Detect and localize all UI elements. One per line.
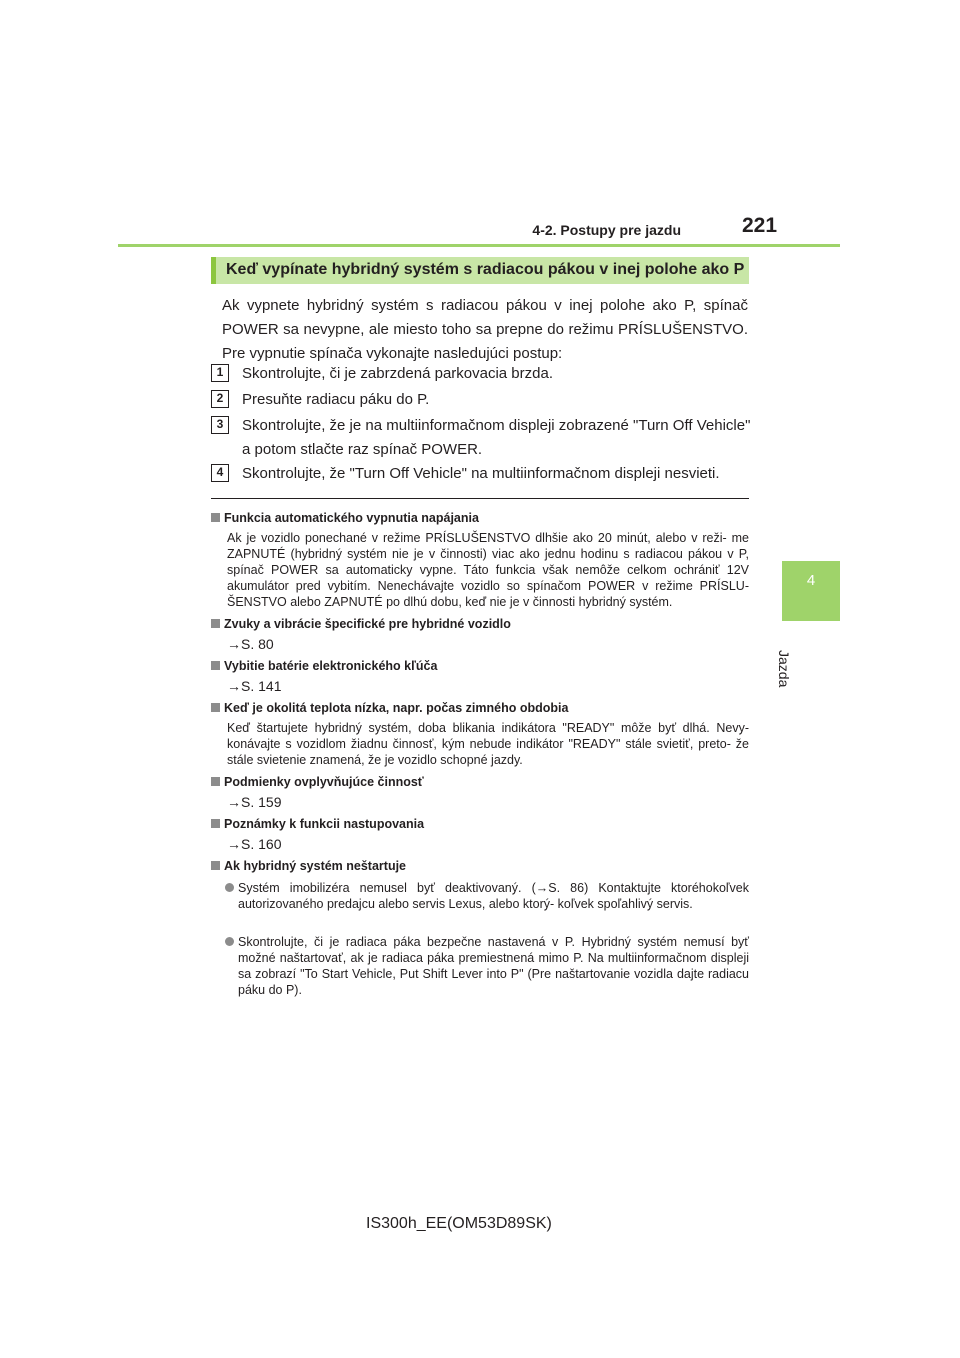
topic-title: Keď vypínate hybridný systém s radiacou pákou v inej polohe ako P (226, 261, 745, 278)
note-heading: Podmienky ovplyvňujúce činnosť (211, 775, 424, 789)
note-heading: Poznámky k funkcii nastupovania (211, 817, 424, 831)
square-bullet-icon (211, 513, 220, 522)
step-number: 2 (211, 390, 229, 408)
note-body: Ak je vozidlo ponechané v režime PRÍSLUŠENSTVO dlhšie ako 20 minút, alebo v reži- me ZAPNUTÉ (hybridný systém nie je v činnosti) viac ako jednu hodinu s radiacou pákou v P, spínač POWER sa automaticky vypne. Táto funkcia však nemôže celkom ochrániť 12V akumulátor pred vybitím. Nenechávajte vozidlo so spínačom POWER v režime PRÍSLU- ŠENSTVO alebo ZAPNUTÉ po dlhú dobu, keď nie je v činnosti hybridný systém. (227, 531, 749, 609)
section-divider (211, 498, 749, 499)
step (211, 414, 751, 462)
chapter-number: 4 (806, 572, 816, 589)
square-bullet-icon (211, 819, 220, 828)
square-bullet-icon (211, 619, 220, 628)
step-number: 4 (211, 464, 229, 482)
note-heading: Keď je okolitá teplota nízka, napr. počas zimného obdobia (211, 701, 568, 715)
step-text: Presuňte radiacu páku do P. (242, 391, 430, 408)
page-reference[interactable]: →S. 141 (227, 678, 282, 694)
step-number: 3 (211, 416, 229, 434)
square-bullet-icon (211, 777, 220, 786)
page-number: 221 (742, 214, 778, 237)
topic-title-bar (211, 257, 749, 284)
chapter-label: Jazda (776, 650, 792, 688)
step-text: Skontrolujte, že je na multiinformačnom displeji zobrazené "Turn Off Vehicle" a potom stlačte raz spínač POWER. (242, 417, 751, 458)
note-body: Keď štartujete hybridný systém, doba blikania indikátora "READY" môže byť dlhá. Nevy- konávajte s vozidlom žiadnu činnosť, kým nebude indikátor "READY" stále svietiť, preto- že stále svietenie znamená, že je vozidlo schopné jazdy. (227, 721, 749, 767)
intro-paragraph: Ak vypnete hybridný systém s radiacou pákou v inej polohe ako P, spínač POWER sa nevypne, ale miesto toho sa prepne do režimu PRÍSLUŠENSTVO. Pre vypnutie spínača vykonajte nasledujúci postup: (222, 297, 748, 362)
note-heading: Zvuky a vibrácie špecifické pre hybridné vozidlo (211, 617, 511, 631)
step-text: Skontrolujte, že "Turn Off Vehicle" na multiinformačnom displeji nesvieti. (242, 465, 720, 482)
step-text: Skontrolujte, či je zabrzdená parkovacia brzda. (242, 365, 554, 382)
square-bullet-icon (211, 661, 220, 670)
list-item-text: Systém imobilizéra nemusel byť deaktivovaný. (→S. 86) Kontaktujte ktoréhokoľvek autorizovaného predajcu alebo servis Lexus, alebo ktorý- koľvek spoľahlivý servis. (238, 881, 749, 911)
page-reference[interactable]: →S. 160 (227, 836, 282, 852)
page-reference[interactable]: →S. 159 (227, 794, 282, 810)
square-bullet-icon (211, 703, 220, 712)
header-divider (118, 244, 840, 247)
chapter-tab (782, 561, 840, 621)
note-heading: Funkcia automatického vypnutia napájania (211, 511, 479, 525)
step (211, 362, 751, 386)
step (211, 388, 751, 412)
round-bullet-icon (225, 937, 234, 946)
step-number: 1 (211, 364, 229, 382)
document-code: IS300h_EE(OM53D89SK) (366, 1215, 552, 1232)
note-heading: Vybitie batérie elektronického kľúča (211, 659, 437, 673)
section-title: 4-2. Postupy pre jazdu (532, 222, 681, 238)
square-bullet-icon (211, 861, 220, 870)
list-item-text: Skontrolujte, či je radiaca páka bezpečne nastavená v P. Hybridný systém nemusí byť možné naštartovať, ak je radiaca páka premiestnená mimo P. Na multiinformačnom displeji sa zobrazí "To Start Vehicle, Put Shift Lever into P" (Pre naštartovanie vozidla dajte radiacu páku do P). (238, 935, 749, 997)
round-bullet-icon (225, 883, 234, 892)
step (211, 462, 751, 486)
note-heading: Ak hybridný systém neštartuje (211, 859, 406, 873)
page-reference[interactable]: →S. 80 (227, 636, 274, 652)
list-item (211, 880, 749, 912)
list-item (211, 934, 749, 998)
